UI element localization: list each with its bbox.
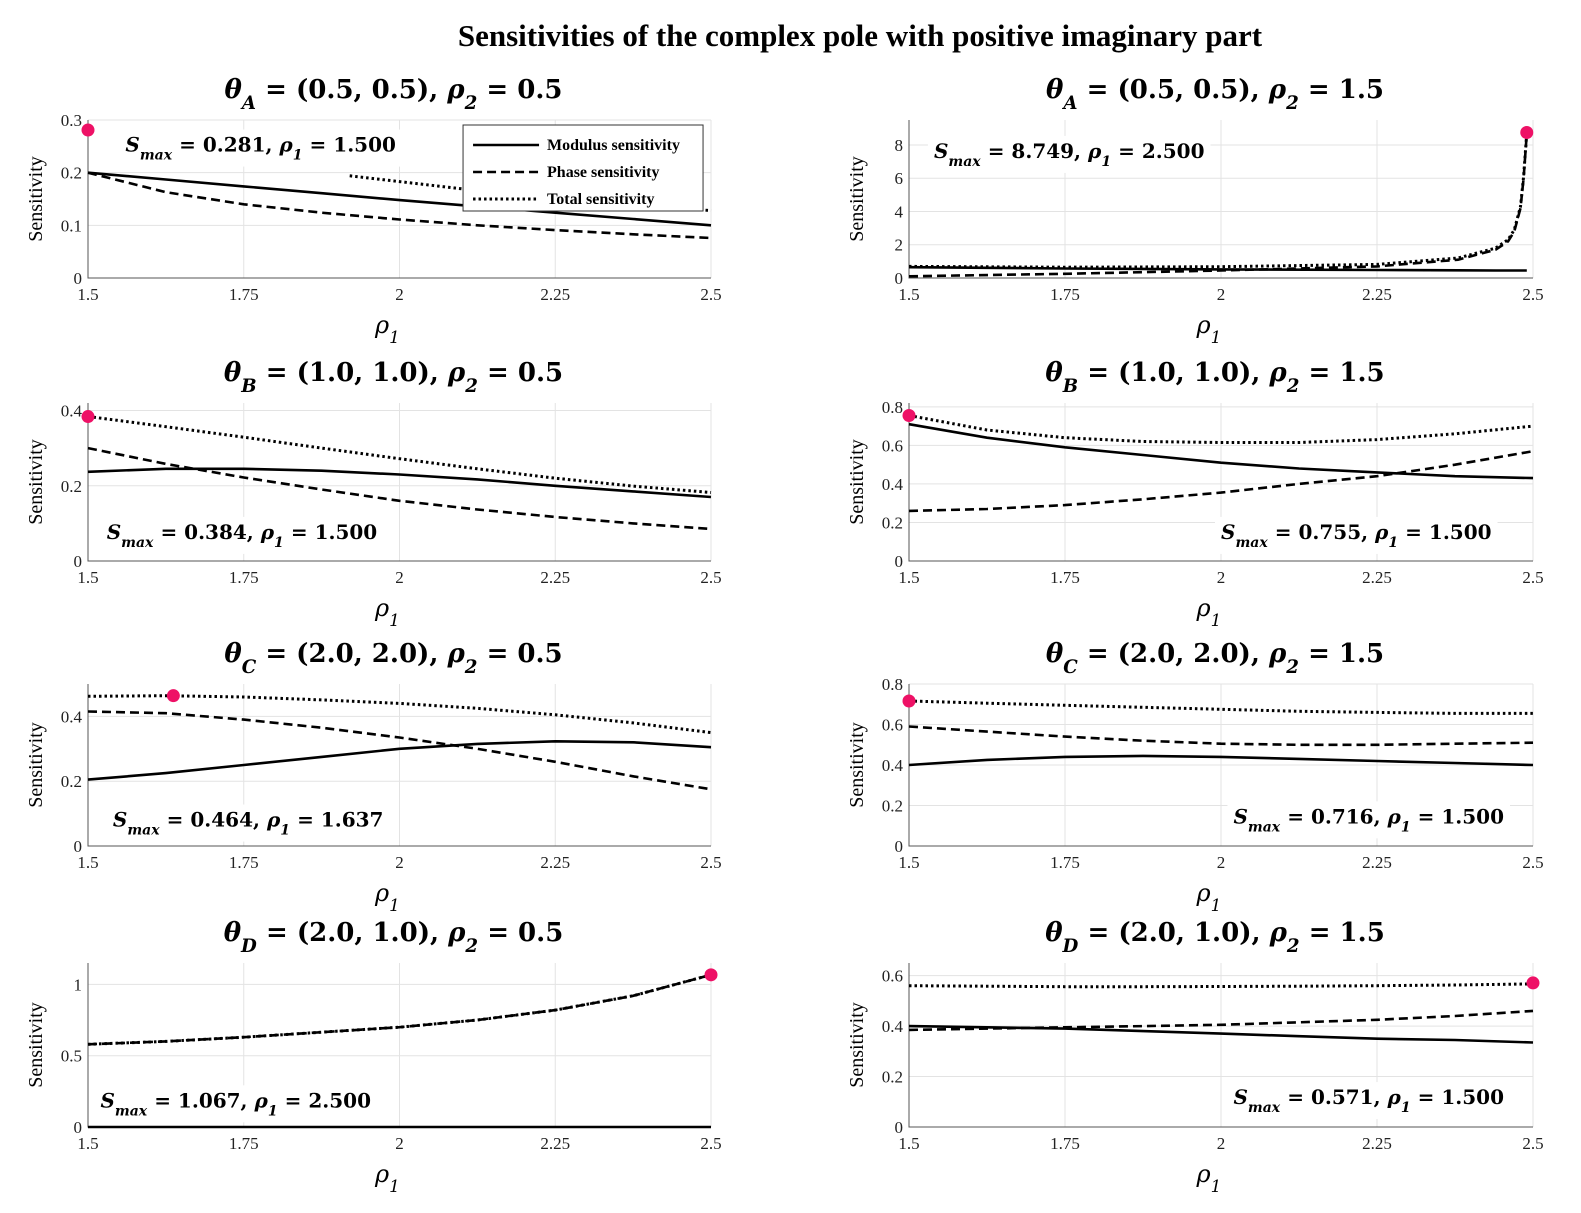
y-tick-label: 0.6 [881,436,903,456]
y-tick-label: 0.2 [881,1067,903,1087]
subplot-title: $\theta_A$ = (0.5, 0.5), $\rho_2$ = 1.5 [1046,75,1384,114]
legend-total-label: Total sensitivity [547,191,655,208]
x-tick-label: 1.5 [898,568,920,587]
x-tick-label: 1.75 [1050,285,1080,304]
y-tick-label: 0.2 [60,163,82,183]
y-tick-label: 0.4 [60,707,82,727]
y-tick-label: 0 [894,552,903,571]
x-tick-label: 2 [1216,1134,1226,1153]
x-axis-label: $\rho_1$ [1196,594,1222,630]
x-axis-label: $\rho_1$ [1196,1160,1222,1196]
x-axis-label: $\rho_1$ [1196,311,1222,347]
smax-annotation: $S_{max}$ = 0.281, $\rho_1$ = 1.500 [125,132,396,164]
x-axis-label: $\rho_1$ [375,879,400,915]
y-tick-label: 0.4 [881,756,903,775]
y-tick-label: 0 [894,837,903,856]
y-tick-label: 4 [894,202,903,222]
x-tick-label: 1.5 [77,853,99,872]
x-tick-label: 2 [395,1134,404,1153]
y-tick-label: 0.3 [60,111,82,130]
y-tick-label: 0.4 [60,401,82,421]
subplot-5 [25,639,722,915]
x-tick-label: 1.5 [77,285,99,304]
legend-phase-label: Phase sensitivity [547,164,660,181]
subplot-title: $\theta_B$ = (1.0, 1.0), $\rho_2$ = 1.5 [1045,358,1385,397]
x-tick-label: 1.5 [898,285,920,304]
subplot-title: $\theta_D$ = (2.0, 1.0), $\rho_2$ = 1.5 [1045,918,1385,957]
y-axis-label: Sensitivity [25,439,47,525]
y-tick-label: 0.6 [881,966,903,986]
x-tick-label: 1.75 [228,568,259,587]
y-tick-label: 0.4 [881,474,903,494]
x-axis-label: $\rho_1$ [375,594,400,630]
x-tick-label: 2.5 [1522,285,1544,304]
subplot-7 [25,918,722,1196]
smax-annotation: $S_{max}$ = 8.749, $\rho_1$ = 2.500 [933,138,1205,170]
max-point-marker [167,689,180,702]
y-tick-label: 0.1 [60,216,82,236]
max-point-marker [1520,126,1533,139]
x-tick-label: 2.25 [1362,1134,1392,1153]
y-axis-label: Sensitivity [25,1002,47,1088]
y-tick-label: 0.2 [60,476,82,496]
smax-annotation: $S_{max}$ = 0.571, $\rho_1$ = 1.500 [1233,1085,1505,1117]
y-tick-label: 6 [894,169,903,189]
y-tick-label: 0.2 [60,772,82,792]
x-tick-label: 2 [395,285,404,304]
y-tick-label: 0.2 [881,513,903,533]
x-tick-label: 2.5 [1522,568,1544,587]
y-axis-label: Sensitivity [846,722,868,808]
y-axis-label: Sensitivity [25,722,47,808]
y-tick-label: 0 [73,837,82,856]
y-tick-label: 0.6 [881,715,903,735]
subplot-grid [25,75,1544,1196]
subplot-8 [846,918,1544,1196]
x-tick-label: 2.25 [540,285,571,304]
smax-annotation: $S_{max}$ = 0.716, $\rho_1$ = 1.500 [1233,804,1505,836]
y-tick-label: 1 [73,975,82,995]
x-tick-label: 2.25 [1362,285,1392,304]
smax-annotation: $S_{max}$ = 0.464, $\rho_1$ = 1.637 [112,807,384,839]
y-axis-label: Sensitivity [846,439,868,525]
subplot-title: $\theta_D$ = (2.0, 1.0), $\rho_2$ = 0.5 [223,918,564,957]
x-axis-label: $\rho_1$ [375,1160,400,1196]
x-tick-label: 2.25 [1362,853,1392,872]
smax-annotation: $S_{max}$ = 0.384, $\rho_1$ = 1.500 [106,519,378,551]
y-tick-label: 8 [894,135,903,155]
legend [463,125,703,211]
x-tick-label: 2 [1216,853,1226,872]
x-tick-label: 1.75 [1050,568,1080,587]
x-tick-label: 2 [395,853,404,872]
x-tick-label: 2.25 [1362,568,1392,587]
y-tick-label: 0 [894,269,903,288]
subplot-1 [25,75,722,347]
max-point-marker [705,968,718,981]
y-tick-label: 0.8 [881,675,903,694]
y-tick-label: 0 [73,1118,82,1137]
x-tick-label: 1.75 [228,853,259,872]
y-tick-label: 0 [73,552,82,571]
x-tick-label: 2 [1216,568,1226,587]
x-tick-label: 2.5 [1522,853,1544,872]
subplot-3 [25,358,722,630]
x-tick-label: 1.75 [1050,853,1080,872]
x-tick-label: 1.75 [1050,1134,1080,1153]
x-tick-label: 2.5 [700,853,722,872]
y-axis-label: Sensitivity [25,156,47,242]
legend-modulus-label: Modulus sensitivity [547,137,680,154]
x-tick-label: 2.5 [700,1134,722,1153]
x-tick-label: 2.5 [700,568,722,587]
x-axis-label: $\rho_1$ [1196,879,1222,915]
x-tick-label: 2.25 [540,568,571,587]
y-axis-label: Sensitivity [846,156,868,242]
y-tick-label: 0 [73,269,82,288]
x-tick-label: 2.25 [540,853,571,872]
max-point-marker [82,410,95,423]
x-tick-label: 1.5 [898,853,920,872]
x-axis-label: $\rho_1$ [375,311,400,347]
max-point-marker [903,695,916,708]
x-tick-label: 2.5 [700,285,722,304]
smax-annotation: $S_{max}$ = 0.755, $\rho_1$ = 1.500 [1221,519,1492,551]
y-tick-label: 0.4 [881,1017,903,1037]
subplot-title: $\theta_C$ = (2.0, 2.0), $\rho_2$ = 0.5 [224,639,563,678]
y-tick-label: 0.8 [881,397,903,417]
x-tick-label: 1.75 [228,285,259,304]
figure-title: Sensitivities of the complex pole with positive imaginary part [457,18,1263,53]
x-tick-label: 1.5 [898,1134,920,1153]
y-axis-label: Sensitivity [846,1002,868,1088]
x-tick-label: 2 [1216,285,1226,304]
x-tick-label: 2.25 [540,1134,571,1153]
y-tick-label: 2 [894,235,903,255]
subplot-title: $\theta_A$ = (0.5, 0.5), $\rho_2$ = 0.5 [224,75,563,114]
subplot-title: $\theta_B$ = (1.0, 1.0), $\rho_2$ = 0.5 [223,358,564,397]
x-tick-label: 1.5 [77,568,99,587]
subplot-4 [846,358,1544,630]
max-point-marker [903,409,916,422]
y-tick-label: 0 [894,1118,903,1137]
max-point-marker [82,124,95,137]
x-tick-label: 1.75 [228,1134,259,1153]
subplot-title: $\theta_C$ = (2.0, 2.0), $\rho_2$ = 1.5 [1045,639,1385,678]
subplot-2 [846,75,1544,347]
smax-annotation: $S_{max}$ = 1.067, $\rho_1$ = 2.500 [100,1088,371,1120]
y-tick-label: 0.5 [60,1046,82,1066]
x-tick-label: 2 [395,568,404,587]
subplot-6 [846,639,1544,915]
y-tick-label: 0.2 [881,796,903,816]
x-tick-label: 1.5 [77,1134,99,1153]
x-tick-label: 2.5 [1522,1134,1544,1153]
max-point-marker [1527,976,1540,989]
